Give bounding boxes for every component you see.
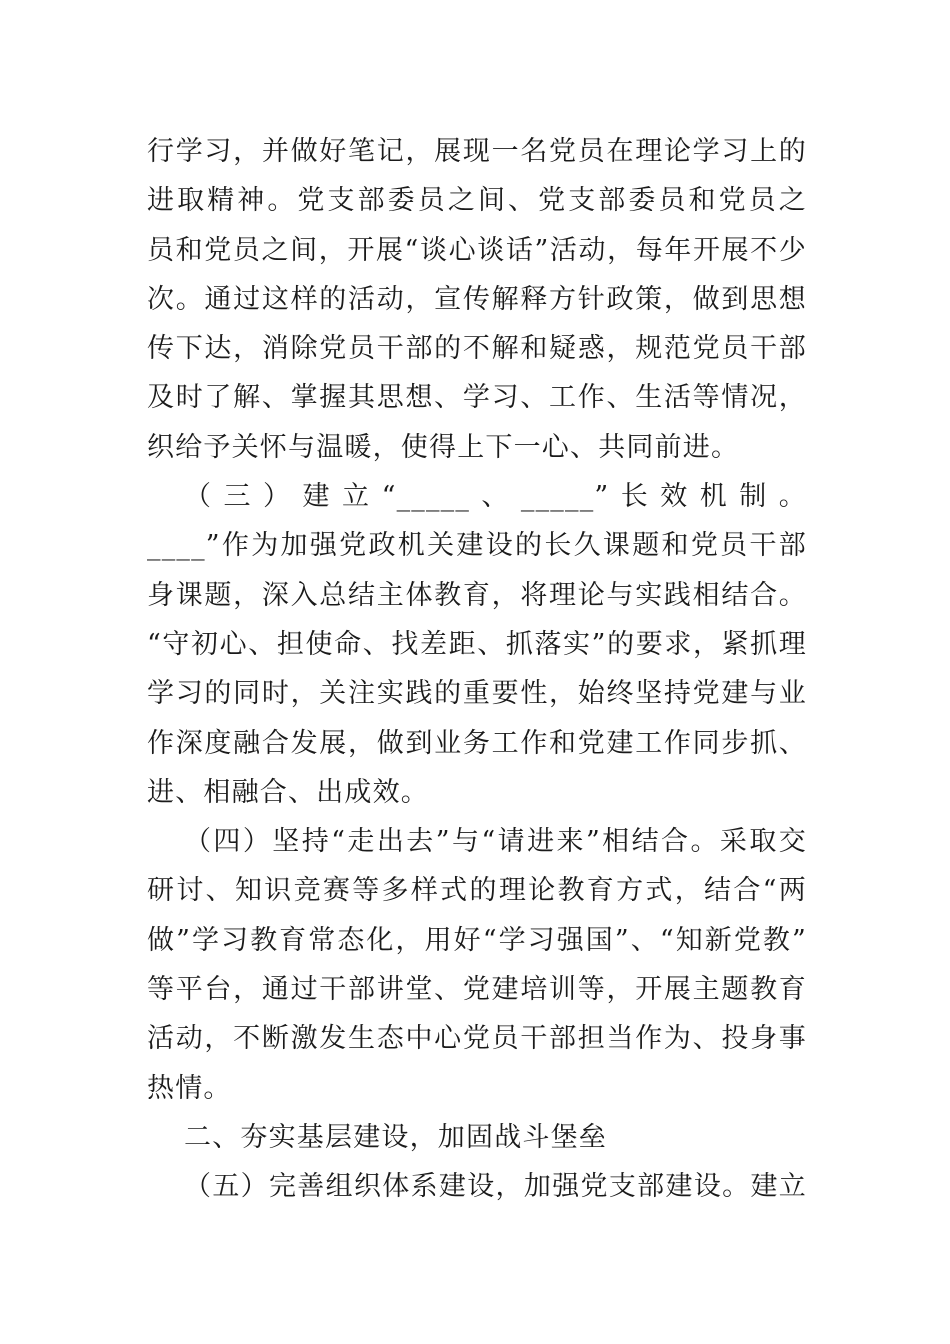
text-line: 做”学习教育常态化，用好“学习强国”、“知新党教” <box>147 924 807 956</box>
text-line: 传下达，消除党员干部的不解和疑惑，规范党员干部 <box>147 333 807 365</box>
text-line: （五）完善组织体系建设，加强党支部建设。建立 <box>184 1171 807 1203</box>
text-line: 研讨、知识竞赛等多样式的理论教育方式，结合“两 <box>147 875 807 907</box>
text-line: 二、夯实基层建设，加固战斗堡垒 <box>184 1121 607 1153</box>
text-line: “守初心、担使命、找差距、抓落实”的要求，紧抓理 <box>147 628 807 660</box>
text-line: 员和党员之间，开展“谈心谈话”活动，每年开展不少 <box>147 234 807 266</box>
document-body <box>147 127 807 1212</box>
text-line: 等平台，通过干部讲堂、党建培训等，开展主题教育 <box>147 974 807 1006</box>
text-line: 作深度融合发展，做到业务工作和党建工作同步抓、 <box>147 727 807 759</box>
text-line: 学习的同时，关注实践的重要性，始终坚持党建与业 <box>147 678 807 710</box>
text-line: 进取精神。党支部委员之间、党支部委员和党员之 <box>147 185 807 217</box>
text-line: 及时了解、掌握其思想、学习、工作、生活等情况， <box>147 382 807 414</box>
text-line: 行学习，并做好笔记，展现一名党员在理论学习上的 <box>147 136 807 167</box>
text-line: （三）建立“_____、_____”长效机制。 <box>184 481 807 513</box>
text-line: 热情。 <box>147 1072 232 1104</box>
text-line: 织给予关怀与温暖，使得上下一心、共同前进。 <box>147 431 740 463</box>
text-line: 活动，不断激发生态中心党员干部担当作为、投身事 <box>147 1023 807 1055</box>
text-line: （四）坚持“走出去”与“请进来”相结合。采取交 <box>184 826 807 858</box>
text-line: 次。通过这样的活动，宣传解释方针政策，做到思想 <box>147 283 807 315</box>
text-line: 进、相融合、出成效。 <box>147 776 429 808</box>
text-line: ____”作为加强党政机关建设的长久课题和党员干部 <box>147 530 807 562</box>
text-line: 身课题，深入总结主体教育，将理论与实践相结合。 <box>147 579 807 611</box>
